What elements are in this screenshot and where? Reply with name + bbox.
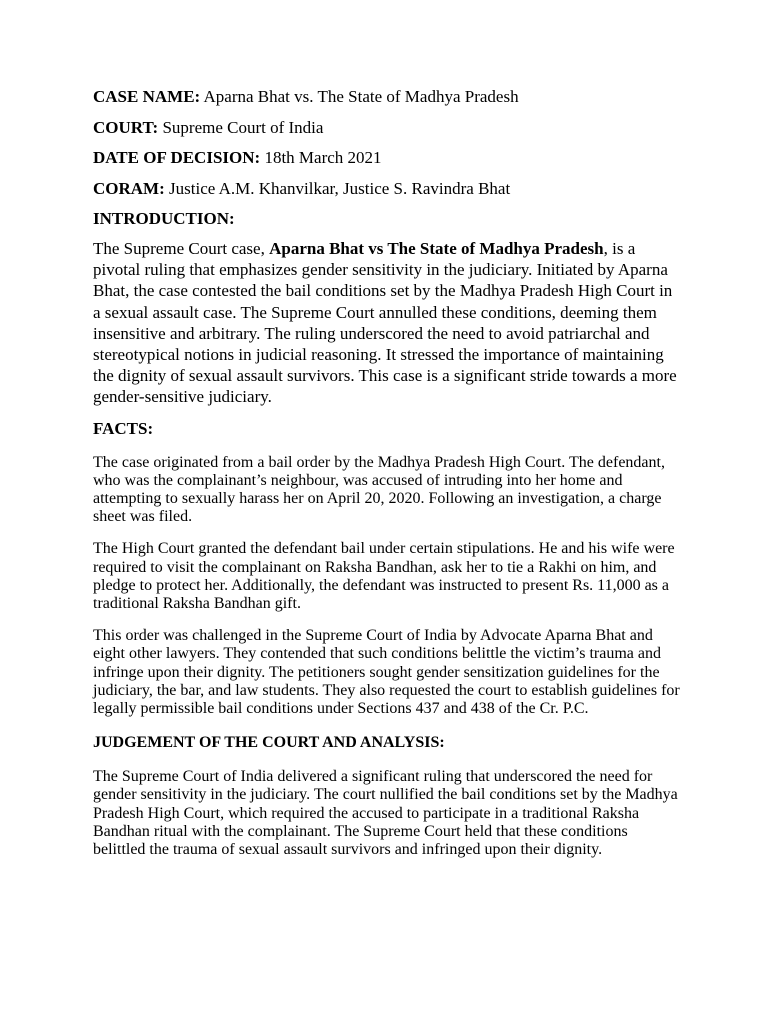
facts-paragraph-1: The case originated from a bail order by the Madhya Pradesh High Court. The defendant, who was the complainant’s neighbour, was accused of intruding into her home and attempting to sexually harass her on April 20, 2020. Following an investigation, a charge sheet was filed. <box>93 453 665 526</box>
coram-value: Justice A.M. Khanvilkar, Justice S. Ravindra Bhat <box>164 178 511 198</box>
coram-line <box>93 178 683 200</box>
coram-label: CORAM: <box>93 178 165 198</box>
introduction-heading: INTRODUCTION: <box>93 209 235 228</box>
judgement-paragraph-1: The Supreme Court of India delivered a significant ruling that underscored the need for gender sensitivity in the judiciary. The court nullified the bail conditions set by the Madhya Pradesh High Court, which required the accused to participate in a traditional Raksha Bandhan ritual with the complainant. The Supreme Court held that these conditions belittled the trauma of sexual assault survivors and infringed upon their dignity. <box>93 768 678 859</box>
case-name-line <box>93 86 683 108</box>
introduction-rest: , is a pivotal ruling that emphasizes gender sensitivity in the judiciary. Initiated by Aparna Bhat, the case contested the bail conditions set by the Madhya Pradesh High Court in a sexual assault case. The Supreme Court annulled these conditions, deeming them insensitive and arbitrary. The ruling underscored the need to avoid patriarchal and stereotypical notions in judicial reasoning. It stressed the importance of maintaining the dignity of sexual assault survivors. This case is a significant stride towards a more gender-sensitive judiciary. <box>93 239 677 407</box>
facts-heading: FACTS: <box>93 418 154 438</box>
facts-paragraph-3: This order was challenged in the Supreme Court of India by Advocate Aparna Bhat and eight other lawyers. They contended that such conditions belittle the victim’s trauma and infringe upon their dignity. The petitioners sought gender sensitization guidelines for the judiciary, the bar, and law students. They also requested the court to establish guidelines for legally permissible bail conditions under Sections 437 and 438 of the Cr. P.C. <box>93 627 680 718</box>
court-label: COURT: <box>93 117 159 137</box>
introduction-paragraph <box>93 238 683 408</box>
date-of-decision-line <box>93 147 683 169</box>
case-name-value: Aparna Bhat vs. The State of Madhya Pradesh <box>200 87 519 106</box>
court-line <box>93 117 683 139</box>
document-page <box>93 86 683 873</box>
facts-paragraph-2: The High Court granted the defendant bail under certain stipulations. He and his wife were required to visit the complainant on Raksha Bandhan, ask her to tie a Rakhi on him, and pledge to protect her. Additionally, the defendant was instructed to present Rs. 11,000 as a traditional Raksha Bandhan gift. <box>93 540 675 613</box>
introduction-lead: The Supreme Court case, <box>93 239 270 258</box>
judgement-heading: JUDGEMENT OF THE COURT AND ANALYSIS: <box>93 734 445 752</box>
introduction-case-title: Aparna Bhat vs The State of Madhya Pradesh <box>269 239 604 258</box>
case-name-label: CASE NAME: <box>93 87 201 106</box>
date-of-decision-value: 18th March 2021 <box>260 148 382 167</box>
date-of-decision-label: DATE OF DECISION: <box>93 148 261 167</box>
court-value: Supreme Court of India <box>158 117 324 137</box>
